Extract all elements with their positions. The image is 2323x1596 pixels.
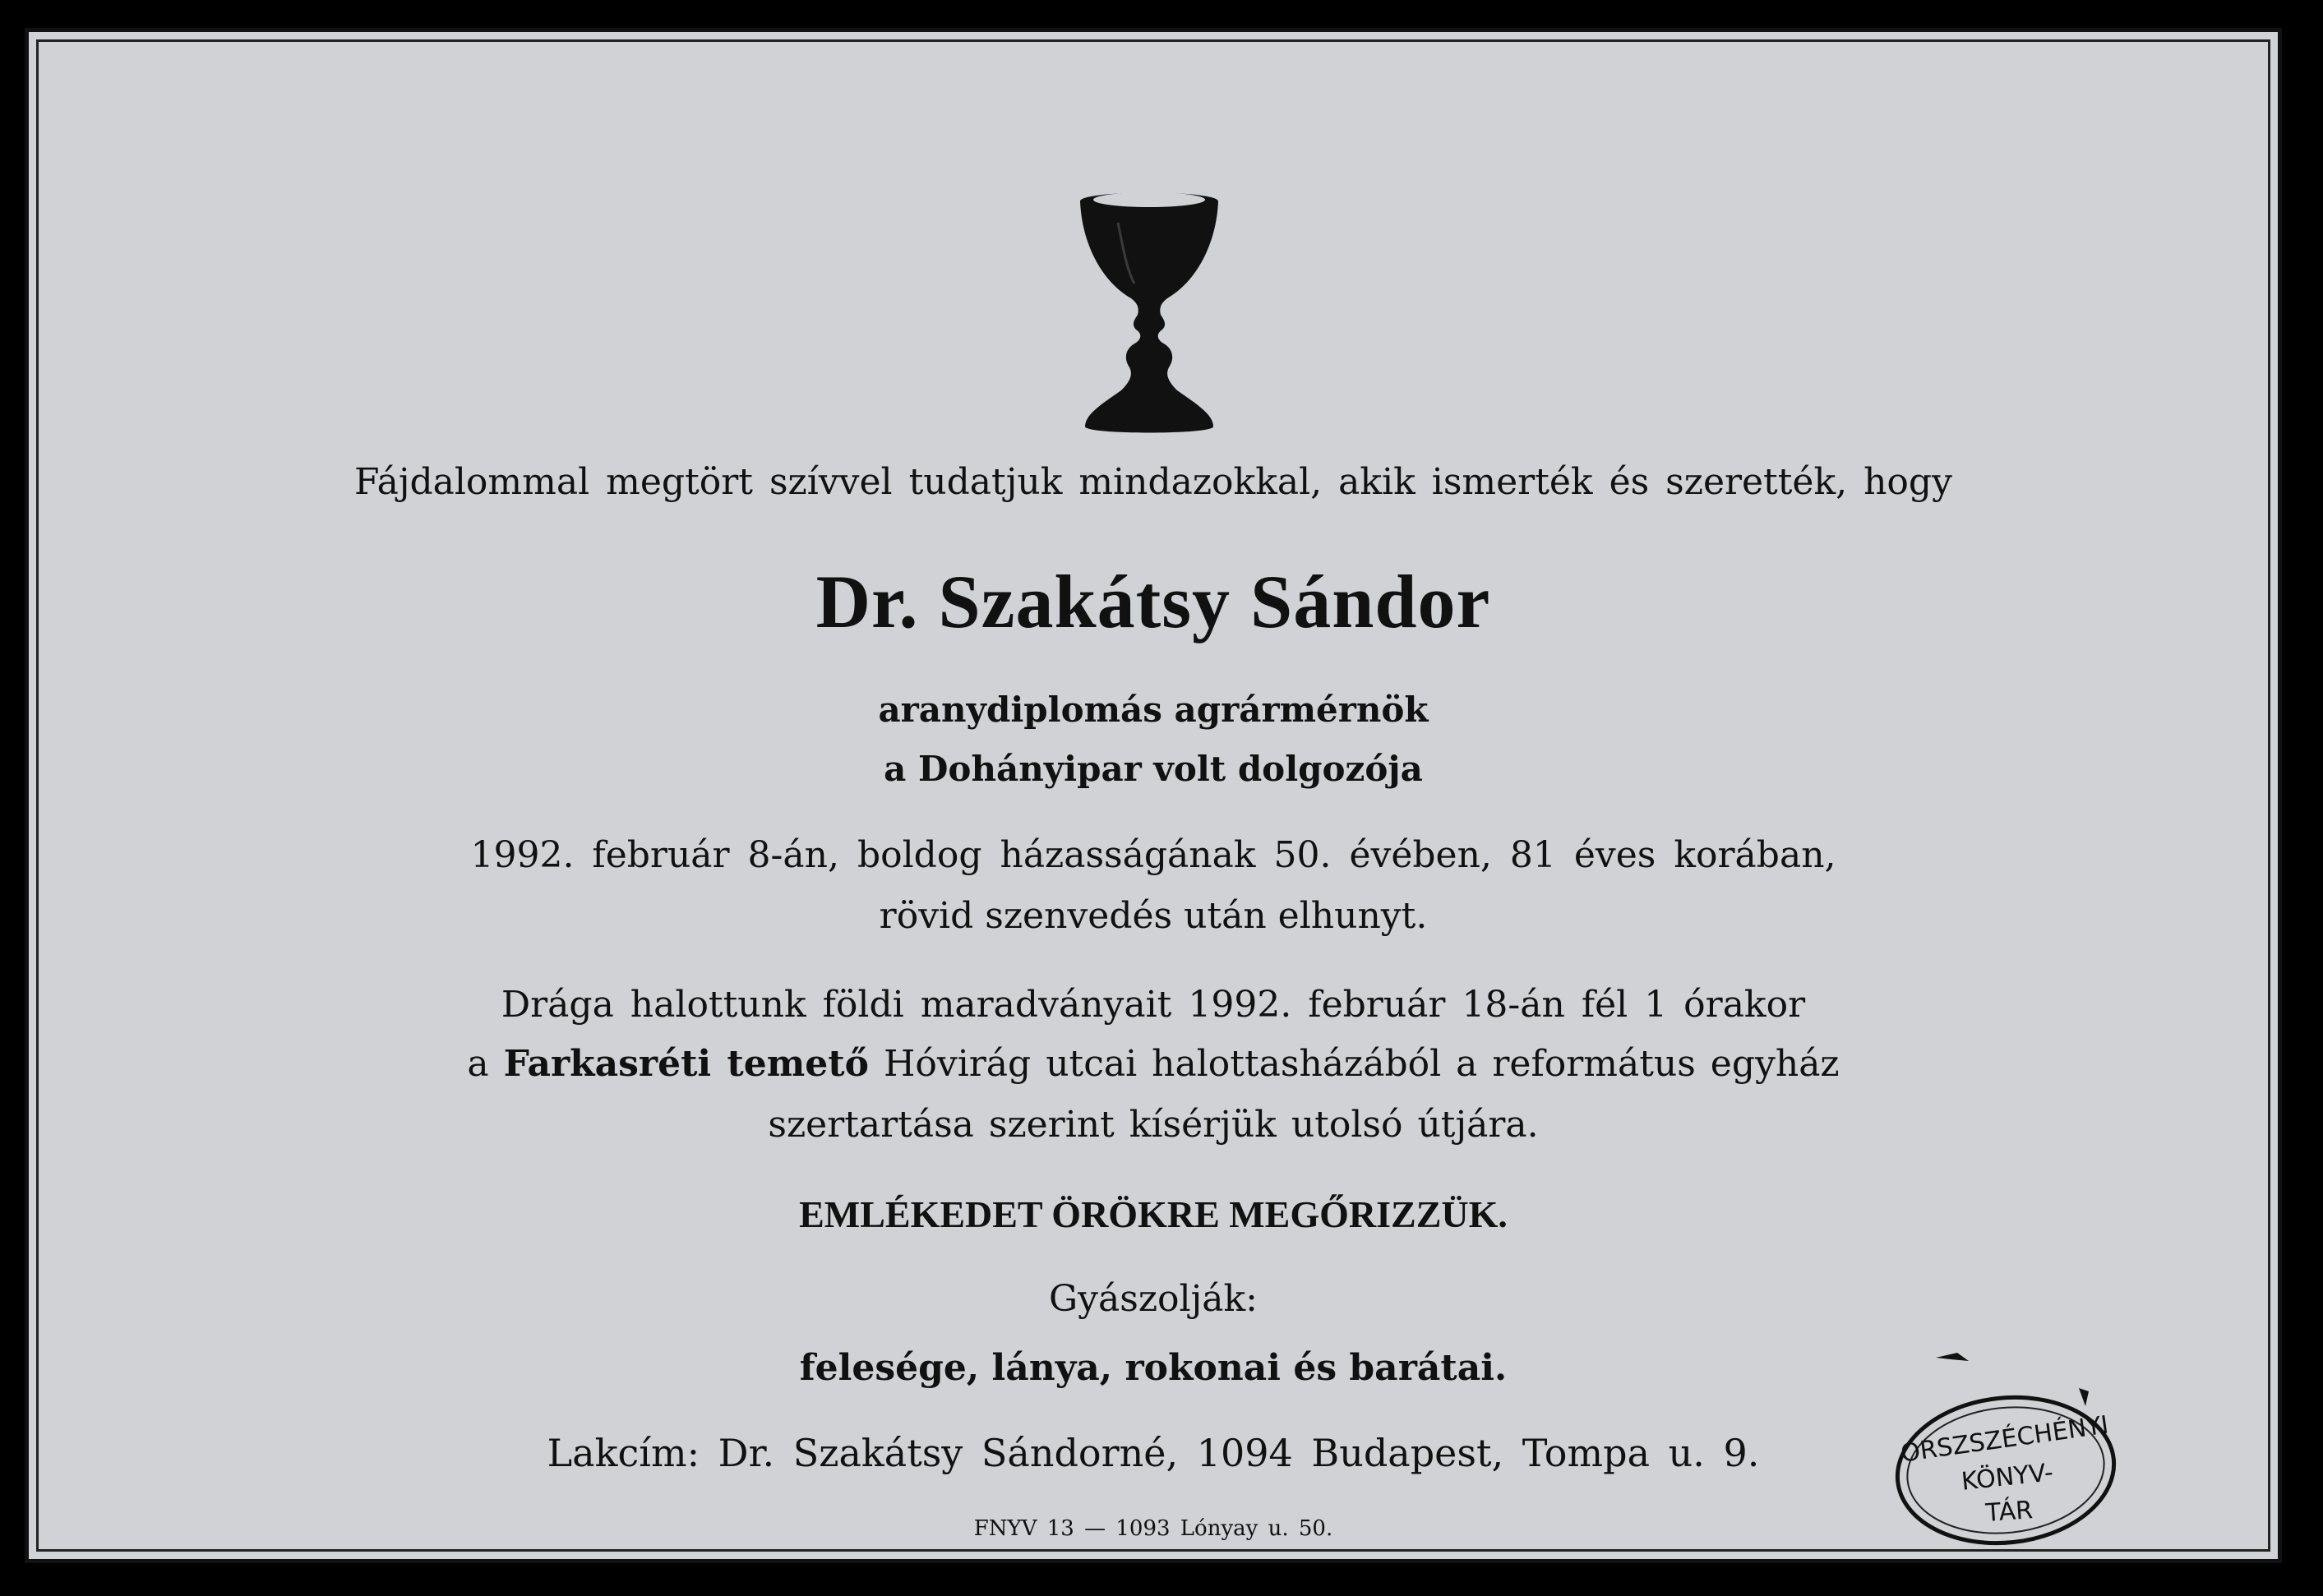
stamp-text-top: ORSZSZÉCHÉNYI (1899, 1410, 2111, 1469)
intro-text: Fájdalommal megtört szívvel tudatjuk mindazokkal, akik ismerték és szerették, hogy (354, 461, 1952, 503)
title-line-2: a Dohányipar volt dolgozója (884, 749, 1423, 789)
mourners-label: Gyászolják: (1049, 1278, 1258, 1320)
address-line: Lakcím: Dr. Szakátsy Sándorné, 1094 Budapest, Tompa u. 9. (547, 1431, 1760, 1475)
memorial-text: EMLÉKEDET ÖRÖKRE MEGŐRIZZÜK. (799, 1193, 1508, 1235)
funeral-line-3: szertartása szerint kísérjük utolsó útjára. (768, 1104, 1539, 1146)
funeral-line-2-post: Hóvirág utcai halottasházából a református egyház (883, 1043, 1840, 1085)
ink-speck (1936, 1351, 1969, 1363)
title-line-1: aranydiplomás agrármérnök (878, 690, 1429, 730)
printer-imprint: FNYV 13 — 1093 Lónyay u. 50. (973, 1516, 1333, 1541)
library-stamp (1887, 1388, 2125, 1552)
funeral-line-2-pre: a (467, 1043, 489, 1085)
funeral-line-1: Drága halottunk földi maradványait 1992. február 18-án fél 1 órakor (501, 984, 1806, 1026)
stamp-text-bottom: TÁR (1984, 1496, 2034, 1528)
obituary-card (25, 28, 2282, 1563)
deceased-name: Dr. Szakátsy Sándor (815, 560, 1491, 643)
funeral-line-2 (29, 1043, 2278, 1085)
death-line-2: rövid szenvedés után elhunyt. (879, 895, 1428, 937)
stamp-text-mid: KÖNYV- (1960, 1458, 2055, 1497)
cemetery-name: Farkasréti temető (503, 1043, 869, 1085)
death-line-1: 1992. február 8-án, boldog házasságának 50. évében, 81 éves korában, (470, 834, 1836, 876)
mourners-list: felesége, lánya, rokonai és barátai. (799, 1347, 1508, 1389)
chalice-icon (1075, 183, 1223, 438)
